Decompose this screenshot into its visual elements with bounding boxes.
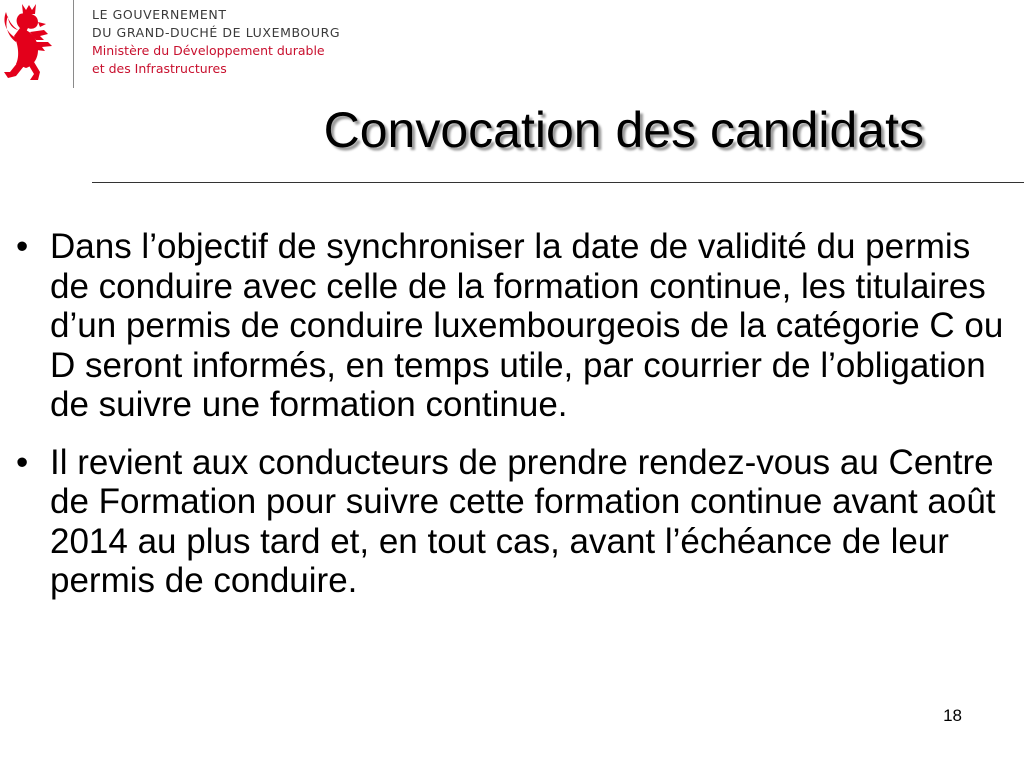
bullet-text: Dans l’objectif de synchroniser la date de validité du permis de conduire avec celle de la formation continue, les titulaires d’un permis de conduire luxembourgeois de la catégorie C ou D seront informés, en temps utile, par courrier de l’obligation de suivre une formation continue. bbox=[50, 227, 1004, 424]
bullet-list bbox=[16, 227, 1016, 619]
slide-header bbox=[0, 0, 400, 92]
header-divider bbox=[73, 0, 74, 88]
title-underline bbox=[92, 182, 1024, 183]
bullet-text: Il revient aux conducteurs de prendre rendez-vous au Centre de Formation pour suivre cette formation continue avant août 2014 au plus tard et, en tout cas, avant l’échéance de leur permis de conduire. bbox=[50, 442, 996, 600]
bullet-item-2 bbox=[16, 443, 1016, 601]
government-line-2: DU GRAND-DUCHÉ DE LUXEMBOURG bbox=[92, 25, 341, 40]
government-line-1: LE GOUVERNEMENT bbox=[92, 7, 227, 22]
red-lion-coat-of-arms-icon bbox=[0, 2, 58, 82]
page-number: 18 bbox=[943, 706, 962, 725]
bullet-marker: • bbox=[16, 227, 29, 266]
bullet-item-1 bbox=[16, 227, 1016, 425]
bullet-marker: • bbox=[16, 442, 29, 482]
slide-title: Convocation des candidats bbox=[323, 102, 924, 158]
ministry-line-1: Ministère du Développement durable bbox=[92, 43, 325, 58]
ministry-line-2: et des Infrastructures bbox=[92, 61, 227, 76]
government-identity bbox=[92, 6, 340, 78]
